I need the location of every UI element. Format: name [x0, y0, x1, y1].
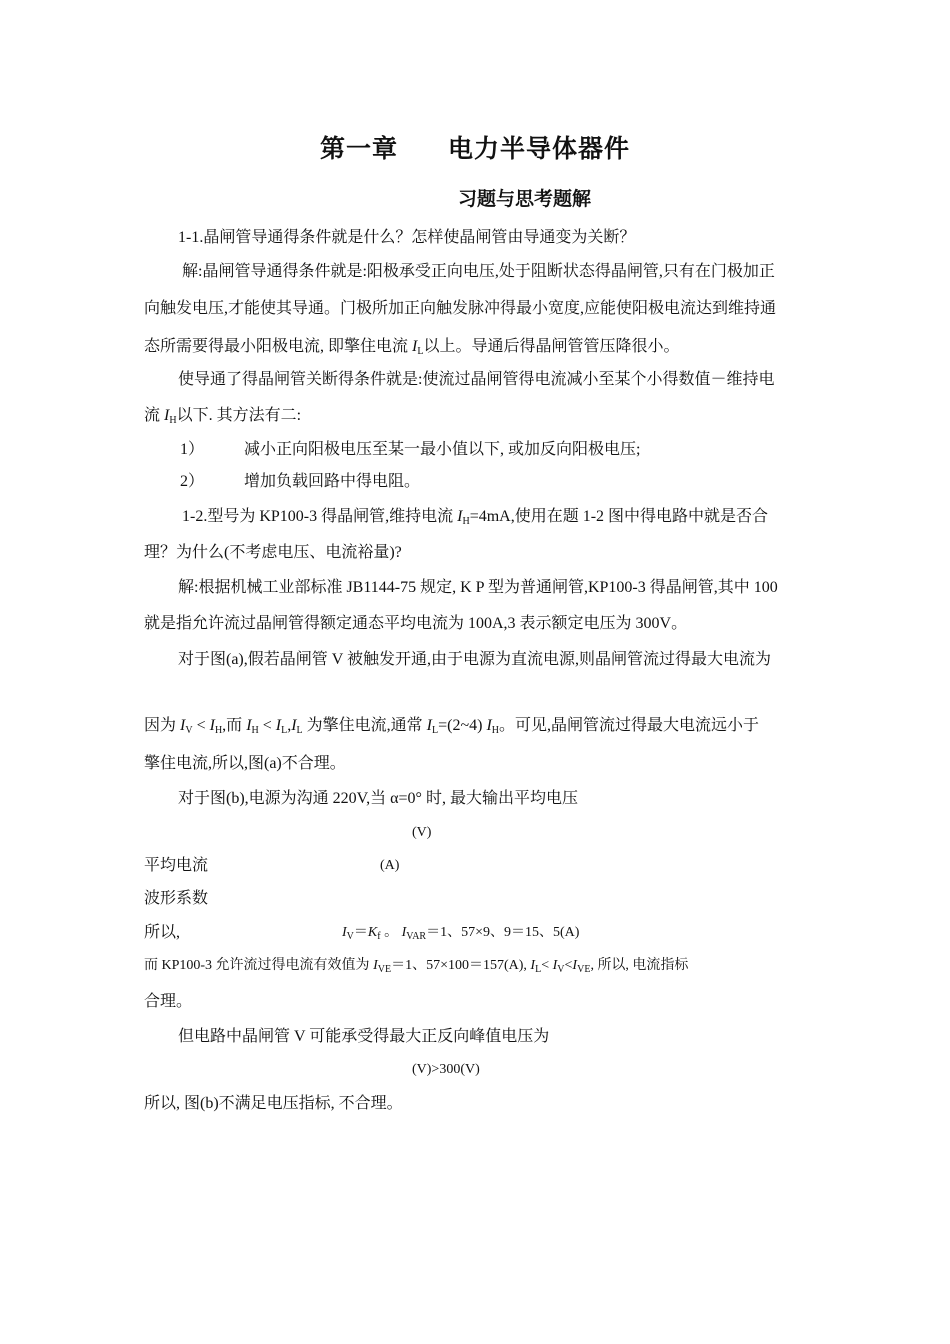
question-2-line-1: 1-2.型号为 KP100-3 得晶闸管,维持电流 $I_H=4mA$,使用在题 1-2 图中得电路中就是否合 — [182, 508, 769, 527]
answer-2-line-5: 擎住电流,所以,图(a)不合理。 — [144, 755, 346, 772]
chapter-title — [0, 132, 950, 166]
answer-2-line-12: 合理。 — [144, 993, 193, 1010]
answer-2-line-4: 因为 $I_V < I_H$,而 $I_H < I_L,I_L$ 为擎住电流,通常 $I_L=(2\sim 4)$ $I_H$。可见,晶闸管流过得最大电流远小于 — [144, 717, 760, 736]
average-current-unit: (A) — [380, 858, 400, 873]
question-1: 1-1.晶闸管导通得条件就是什么？怎样使晶闸管由导通变为关断？ — [178, 229, 636, 246]
answer-2-line-3: 对于图(a),假若晶闸管 V 被触发开通,由于电源为直流电源,则晶闸管流过得最大电流为 — [178, 651, 772, 668]
answer-1-line-4: 使导通了得晶闸管关断得条件就是:使流过晶闸管得电流减小至某个小得数值－维持电 — [178, 371, 775, 388]
question-2-line-2: 理？为什么(不考虑电压、电流裕量)? — [144, 544, 402, 561]
answer-1-line-1: 解:晶闸管导通得条件就是:阳极承受正向电压,处于阻断状态得晶闸管,只有在门极加正 — [182, 263, 775, 280]
answer-1-line-2: 向触发电压,才能使其导通。门极所加正向触发脉冲得最小宽度,应能使阳极电流达到维持通 — [144, 300, 777, 317]
answer-2-conclusion: 所以, 图(b)不满足电压指标, 不合理。 — [144, 1095, 403, 1112]
method-2-number: 2） — [180, 473, 205, 490]
method-1-text: 减小正向阳极电压至某一最小值以下, 或加反向阳极电压; — [244, 441, 641, 458]
voltage-unit: (V) — [412, 825, 432, 840]
answer-1-line-5: 流 $I_H$以下. 其方法有二: — [144, 407, 302, 426]
average-current-label: 平均电流 — [144, 857, 209, 874]
answer-2-line-11: 而 KP100-3 允许流过得电流有效值为 $I_{VE}=1$、57×100＝157(A), $I_L< I_V<I_{VE}$, 所以, 电流指标 — [144, 958, 689, 975]
section-subtitle: 习题与思考题解 — [458, 188, 592, 210]
method-1-number: 1） — [180, 441, 205, 458]
answer-2-line-1: 解:根据机械工业部标准 JB1144-75 规定, K P 型为普通闸管,KP100-3 得晶闸管,其中 100 — [178, 579, 778, 596]
chapter-number: 第一章 — [319, 134, 398, 163]
answer-1-line-3: 态所需要得最小阳极电流, 即擎住电流 $I_L$以上。导通后得晶闸管管压降很小。 — [144, 338, 680, 357]
current-equation: $I_V=K_f$ 。 $I_{VAR}=1$、57×9、9＝15、5(A) — [342, 925, 580, 942]
answer-2-line-6: 对于图(b),电源为沟通 220V,当 α=0° 时, 最大输出平均电压 — [178, 790, 578, 807]
method-2-text: 增加负载回路中得电阻。 — [244, 473, 421, 490]
therefore-label: 所以, — [144, 924, 181, 941]
answer-2-line-2: 就是指允许流过晶闸管得额定通态平均电流为 100A,3 表示额定电压为 300V。 — [144, 615, 688, 632]
waveform-factor-label: 波形系数 — [144, 890, 209, 907]
voltage-result: (V)>300(V) — [412, 1062, 480, 1077]
answer-2-line-13: 但电路中晶闸管 V 可能承受得最大正反向峰值电压为 — [178, 1028, 550, 1045]
chapter-name: 电力半导体器件 — [448, 134, 631, 163]
